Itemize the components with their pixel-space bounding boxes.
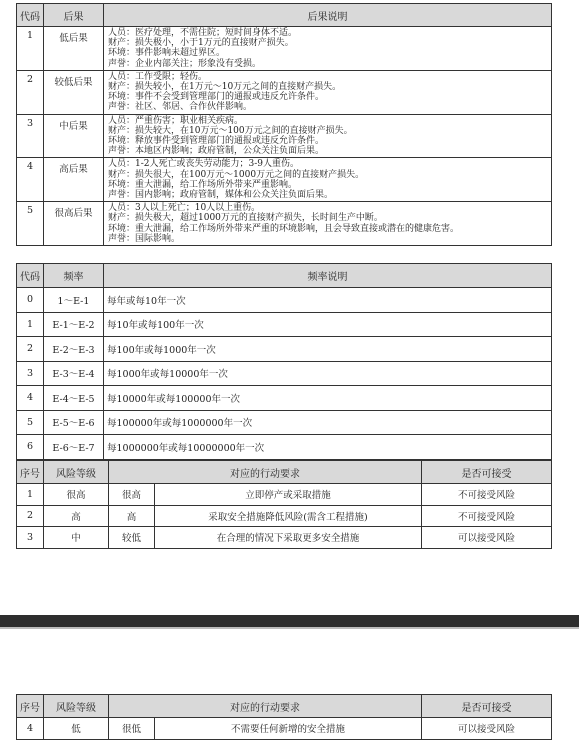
desc-line: 财产：损失很大，在100万元～1000万元之间的直接财产损失。 bbox=[108, 169, 365, 180]
risk-level-sub-cell: 较低 bbox=[109, 527, 155, 549]
code-cell: 5 bbox=[17, 202, 44, 246]
consequence-name-cell: 中后果 bbox=[44, 114, 104, 158]
desc-line: 人员：3人以上死亡；10人以上重伤。 bbox=[108, 203, 261, 214]
no-cell: 4 bbox=[17, 718, 44, 740]
code-cell: 4 bbox=[17, 386, 44, 411]
risk-level-sub-cell: 很高 bbox=[109, 484, 155, 506]
code-cell: 3 bbox=[17, 361, 44, 386]
frequency-desc-cell: 每1000000年或每10000000年一次 bbox=[104, 435, 552, 460]
acceptable-cell: 不可接受风险 bbox=[422, 505, 552, 527]
desc-line: 环境：释放事件受到管理部门的通报或违反允许条件。 bbox=[108, 136, 325, 147]
risk-level-sub-cell: 高 bbox=[109, 505, 155, 527]
header-frequency: 频率 bbox=[44, 264, 104, 288]
frequency-desc-cell: 每年或每10年一次 bbox=[104, 288, 552, 313]
desc-line: 声誉：国内影响；政府管制，媒体和公众关注负面后果。 bbox=[108, 190, 334, 201]
frequency-cell: E-6～E-7 bbox=[44, 435, 104, 460]
table-header-row bbox=[17, 461, 552, 484]
code-cell: 2 bbox=[17, 337, 44, 362]
page-break-divider bbox=[0, 615, 579, 627]
table-header-row bbox=[17, 4, 552, 27]
desc-line: 环境：事件影响未超过界区。 bbox=[108, 48, 226, 59]
frequency-desc-cell: 每10000年或每100000年一次 bbox=[104, 386, 552, 411]
risk-level-cell: 中 bbox=[44, 527, 109, 549]
action-cell: 不需要任何新增的安全措施 bbox=[155, 718, 422, 740]
table-row bbox=[17, 288, 552, 313]
table-row bbox=[17, 202, 552, 246]
desc-line: 财产：损失极小，小于1万元的直接财产损失。 bbox=[108, 38, 294, 49]
code-cell: 6 bbox=[17, 435, 44, 460]
table-row bbox=[17, 718, 552, 740]
code-cell: 3 bbox=[17, 114, 44, 158]
header-frequency-desc: 频率说明 bbox=[104, 264, 552, 288]
table-row bbox=[17, 527, 552, 549]
desc-line: 环境：重大泄漏，给工作场所外带来严重的环境影响，且会导致直接或潜在的健康危害。 bbox=[108, 223, 460, 234]
desc-line: 声誉：企业内部关注；形象没有受损。 bbox=[108, 58, 262, 69]
no-cell: 1 bbox=[17, 484, 44, 506]
risk-level-sub-cell: 很低 bbox=[109, 718, 155, 740]
header-code: 代码 bbox=[17, 264, 44, 288]
action-cell: 采取安全措施降低风险(需含工程措施) bbox=[155, 505, 422, 527]
risk-level-cell: 很高 bbox=[44, 484, 109, 506]
header-action: 对应的行动要求 bbox=[109, 695, 422, 718]
table-row bbox=[17, 312, 552, 337]
desc-line: 声誉：社区、邻居、合作伙伴影响。 bbox=[108, 102, 253, 113]
frequency-desc-cell: 每100年或每1000年一次 bbox=[104, 337, 552, 362]
frequency-cell: E-3～E-4 bbox=[44, 361, 104, 386]
header-action: 对应的行动要求 bbox=[109, 461, 422, 484]
consequence-desc-cell bbox=[104, 114, 552, 158]
no-cell: 2 bbox=[17, 505, 44, 527]
consequence-desc-cell bbox=[104, 158, 552, 202]
header-code: 代码 bbox=[17, 4, 44, 27]
code-cell: 4 bbox=[17, 158, 44, 202]
action-cell: 立即停产或采取措施 bbox=[155, 484, 422, 506]
desc-line: 财产：损失较大，在10万元～100万元之间的直接财产损失。 bbox=[108, 125, 353, 136]
header-acceptable: 是否可接受 bbox=[422, 695, 552, 718]
header-consequence-desc: 后果说明 bbox=[104, 4, 552, 27]
header-acceptable: 是否可接受 bbox=[422, 461, 552, 484]
table-row bbox=[17, 410, 552, 435]
consequence-table bbox=[16, 3, 552, 246]
desc-line: 人员：严重伤害；职业相关疾病。 bbox=[108, 115, 244, 126]
frequency-cell: 1～E-1 bbox=[44, 288, 104, 313]
table-row bbox=[17, 70, 552, 114]
table-row bbox=[17, 361, 552, 386]
code-cell: 5 bbox=[17, 410, 44, 435]
consequence-desc-cell bbox=[104, 202, 552, 246]
frequency-cell: E-1～E-2 bbox=[44, 312, 104, 337]
consequence-name-cell: 很高后果 bbox=[44, 202, 104, 246]
frequency-desc-cell: 每1000年或每10000年一次 bbox=[104, 361, 552, 386]
header-no: 序号 bbox=[17, 461, 44, 484]
code-cell: 2 bbox=[17, 70, 44, 114]
page-break-shadow bbox=[0, 627, 579, 629]
desc-line: 财产：损失较小，在1万元～10万元之间的直接财产损失。 bbox=[108, 82, 342, 93]
desc-line: 声誉：本地区内影响；政府管制，公众关注负面后果。 bbox=[108, 146, 325, 157]
desc-line: 环境：重大泄漏，给工作场所外带来严重影响。 bbox=[108, 179, 298, 190]
acceptable-cell: 不可接受风险 bbox=[422, 484, 552, 506]
table-row bbox=[17, 484, 552, 506]
risk-table-continued bbox=[16, 694, 552, 740]
code-cell: 1 bbox=[17, 312, 44, 337]
consequence-name-cell: 高后果 bbox=[44, 158, 104, 202]
header-risk-level: 风险等级 bbox=[44, 695, 109, 718]
frequency-cell: E-2～E-3 bbox=[44, 337, 104, 362]
table-header-row bbox=[17, 264, 552, 288]
consequence-name-cell: 低后果 bbox=[44, 27, 104, 71]
desc-line: 财产：损失极大，超过1000万元的直接财产损失，长时间生产中断。 bbox=[108, 213, 383, 224]
header-consequence: 后果 bbox=[44, 4, 104, 27]
desc-line: 声誉：国际影响。 bbox=[108, 233, 181, 244]
consequence-desc-cell bbox=[104, 70, 552, 114]
consequence-desc-cell bbox=[104, 27, 552, 71]
table-row bbox=[17, 435, 552, 460]
desc-line: 人员：1-2人死亡或丧失劳动能力；3-9人重伤。 bbox=[108, 159, 299, 170]
frequency-desc-cell: 每10年或每100年一次 bbox=[104, 312, 552, 337]
table-row bbox=[17, 27, 552, 71]
desc-line: 人员：医疗处理，不需住院；短时间身体不适。 bbox=[108, 28, 298, 38]
acceptable-cell: 可以接受风险 bbox=[422, 527, 552, 549]
risk-table bbox=[16, 460, 552, 549]
risk-level-cell: 低 bbox=[44, 718, 109, 740]
table-row bbox=[17, 158, 552, 202]
code-cell: 0 bbox=[17, 288, 44, 313]
table-header-row bbox=[17, 695, 552, 718]
desc-line: 人员：工作受限；轻伤。 bbox=[108, 71, 208, 82]
acceptable-cell: 可以接受风险 bbox=[422, 718, 552, 740]
no-cell: 3 bbox=[17, 527, 44, 549]
consequence-name-cell: 较低后果 bbox=[44, 70, 104, 114]
desc-line: 环境：事件不会受到管理部门的通报或违反允许条件。 bbox=[108, 92, 325, 103]
action-cell: 在合理的情况下采取更多安全措施 bbox=[155, 527, 422, 549]
table-row bbox=[17, 337, 552, 362]
code-cell: 1 bbox=[17, 27, 44, 71]
table-row bbox=[17, 505, 552, 527]
frequency-cell: E-4～E-5 bbox=[44, 386, 104, 411]
frequency-desc-cell: 每100000年或每1000000年一次 bbox=[104, 410, 552, 435]
risk-level-cell: 高 bbox=[44, 505, 109, 527]
header-risk-level: 风险等级 bbox=[44, 461, 109, 484]
frequency-cell: E-5～E-6 bbox=[44, 410, 104, 435]
table-row bbox=[17, 114, 552, 158]
table-row bbox=[17, 386, 552, 411]
header-no: 序号 bbox=[17, 695, 44, 718]
frequency-table bbox=[16, 263, 552, 460]
